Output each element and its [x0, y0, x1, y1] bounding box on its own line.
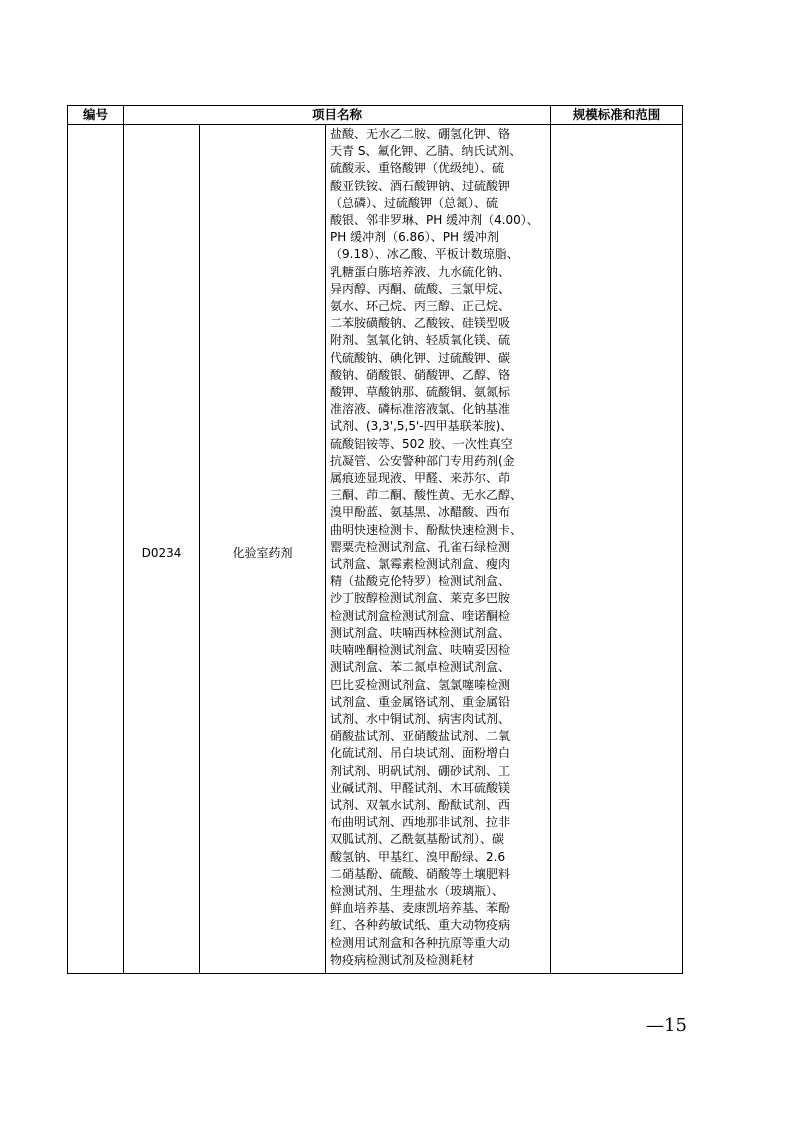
item-line: 酸氢钠、甲基红、溴甲酚绿、2.6 [330, 849, 506, 864]
header-number: 编号 [82, 107, 108, 122]
item-line: 试剂、水中铜试剂、病害肉试剂、 [330, 711, 511, 726]
item-line: 检测用试剂盒和各种抗原等重大动 [330, 935, 511, 950]
item-line: 巴比妥检测试剂盒、氢氯噻嗪检测 [330, 677, 511, 692]
item-line: 呋喃唑酮检测试剂盒、呋喃妥因检 [330, 643, 511, 658]
item-line: 乳糖蛋白胨培养液、九水硫化钠、 [330, 264, 511, 279]
item-line: 物疫病检测试剂及检测耗材 [330, 952, 475, 967]
page-number: —15 [646, 1015, 687, 1036]
column-divider [199, 106, 200, 973]
row-code: D0234 [141, 546, 182, 560]
row-category: 化验室药剂 [232, 546, 293, 560]
row-item-list [330, 126, 552, 969]
header-scale: 规模标准和范围 [572, 107, 661, 122]
item-line: 附剂、氢氧化钠、轻质氧化镁、硫 [330, 333, 511, 348]
item-line: 抗凝管、公安警种部门专用药剂(金 [330, 453, 515, 468]
item-line: 布曲明试剂、西地那非试剂、拉非 [330, 815, 511, 830]
item-line: 试剂盒、重金属铬试剂、重金属铅 [330, 694, 511, 709]
item-line: 试剂盒、氯霉素检测试剂盒、瘦肉 [330, 557, 511, 572]
item-line: 沙丁胺醇检测试剂盒、莱克多巴胺 [330, 591, 511, 606]
item-line: 酸银、邻非罗琳、PH 缓冲剂（4.00）、 [330, 213, 539, 228]
item-line: 三酮、茚二酮、酸性黄、无水乙醇、 [330, 488, 523, 503]
header-divider [68, 124, 682, 125]
column-divider [123, 106, 124, 973]
item-line: 酸钾、草酸钠那、硫酸铜、氨氮标 [330, 385, 511, 400]
item-line: PH 缓冲剂（6.86）、PH 缓冲剂 [330, 230, 499, 245]
item-line: 酸钠、硝酸银、硝酸钾、乙醇、铬 [330, 367, 511, 382]
item-line: 硫酸铝铵等、502 胶、一次性真空 [330, 436, 513, 451]
item-line: 天青 S、氟化钾、乙腈、纳氏试剂、 [330, 144, 522, 159]
item-line: 罂粟壳检测试剂盒、孔雀石绿检测 [330, 539, 511, 554]
item-line: 属痕迹显现液、甲醛、来苏尔、茚 [330, 471, 511, 486]
item-line: 酸亚铁铵、酒石酸钾钠、过硫酸钾 [330, 178, 511, 193]
item-line: 精（盐酸克伦特罗）检测试剂盒、 [330, 574, 511, 589]
item-line: 试剂、双氧水试剂、酚酞试剂、西 [330, 797, 511, 812]
item-line: 化硫试剂、吊白块试剂、面粉增白 [330, 746, 511, 761]
item-line: 氨水、环己烷、丙三醇、正己烷、 [330, 299, 511, 314]
item-line: 红、各种药敏试纸、重大动物疫病 [330, 918, 511, 933]
item-line: （9.18）、冰乙酸、平板计数琼脂、 [330, 247, 519, 262]
item-line: 业碱试剂、甲醛试剂、木耳硫酸镁 [330, 780, 511, 795]
item-line: 剂试剂、明矾试剂、硼砂试剂、工 [330, 763, 511, 778]
header-item-name: 项目名称 [311, 107, 362, 122]
item-line: 检测试剂盒检测试剂盒、喹诺酮检 [330, 608, 511, 623]
item-line: 曲明快速检测卡、酚酞快速检测卡、 [330, 522, 523, 537]
item-table [67, 105, 683, 974]
item-line: 准溶液、磷标准溶液氯、化钠基准 [330, 402, 511, 417]
item-line: 测试剂盒、苯二氮卓检测试剂盒、 [330, 660, 511, 675]
item-line: 盐酸、无水乙二胺、硼氢化钾、铬 [330, 127, 511, 141]
item-line: （总磷）、过硫酸钾（总氮）、硫 [330, 195, 499, 210]
item-line: 试剂、(3,3',5,5'-四甲基联苯胺)、 [330, 419, 513, 434]
item-line: 二苯胺磺酸钠、乙酸铵、硅镁型吸 [330, 316, 511, 331]
item-line: 双胍试剂、乙酰氨基酚试剂）、碳 [330, 832, 505, 847]
item-line: 硫酸汞、重铬酸钾（优级纯）、硫 [330, 161, 505, 176]
item-line: 硝酸盐试剂、亚硝酸盐试剂、二氧 [330, 729, 511, 744]
item-line: 检测试剂、生理盐水（玻璃瓶）、 [330, 883, 505, 898]
item-line: 代硫酸钠、碘化钾、过硫酸钾、碳 [330, 350, 511, 365]
item-line: 二硝基酚、硫酸、硝酸等土壤肥料 [330, 866, 511, 881]
item-line: 溴甲酚蓝、氨基黑、冰醋酸、西布 [330, 505, 511, 520]
column-divider [325, 106, 326, 973]
item-line: 异丙醇、丙酮、硫酸、三氯甲烷、 [330, 281, 511, 296]
item-line: 鲜血培养基、麦康凯培养基、苯酚 [330, 901, 511, 916]
item-line: 测试剂盒、呋喃西林检测试剂盒、 [330, 625, 511, 640]
